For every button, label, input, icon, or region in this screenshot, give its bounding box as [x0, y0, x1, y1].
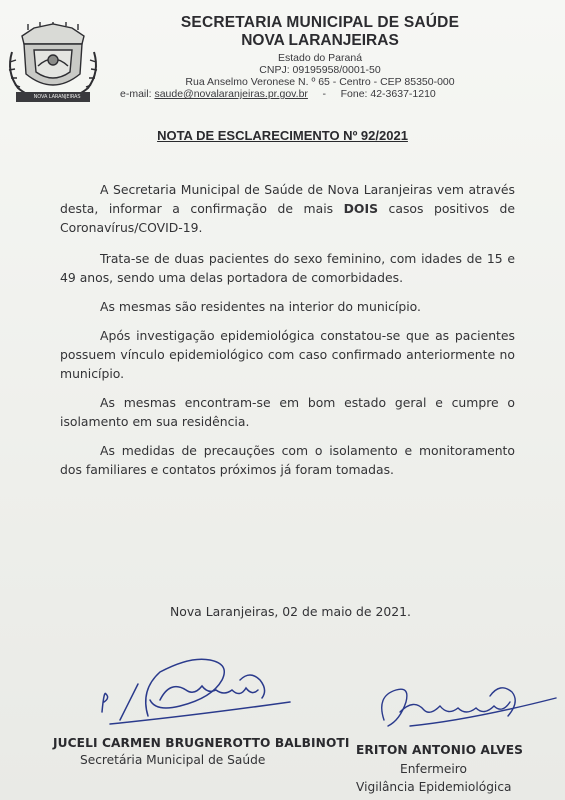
crest-banner-text: NOVA LARANJEIRAS	[33, 94, 81, 100]
signer-left-name: JUCELI CARMEN BRUGNEROTTO BALBINOTI	[53, 736, 350, 750]
paragraph-1-bold: DOIS	[343, 201, 378, 216]
letterhead-state: Estado do Paraná	[277, 52, 363, 64]
letterhead-city: NOVA LARANJEIRAS	[241, 32, 399, 49]
date-line: Nova Laranjeiras, 02 de maio de 2021.	[170, 604, 411, 619]
paragraph-2: Trata-se de duas pacientes do sexo feminino, com idades de 15 e 49 anos, sendo uma delas portadora de comorbidades.	[60, 251, 515, 285]
paragraph-5: As mesmas encontram-se em bom estado geral e cumpre o isolamento em sua residência.	[60, 395, 515, 429]
signer-left-role: Secretária Municipal de Saúde	[80, 753, 266, 767]
paragraph-1	[60, 180, 515, 237]
signer-right-department: Vigilância Epidemiológica	[356, 780, 512, 794]
letterhead-org: SECRETARIA MUNICIPAL DE SAÚDE	[180, 14, 460, 31]
note-title: NOTA DE ESCLARECIMENTO Nº 92/2021	[157, 128, 408, 143]
note-body	[60, 180, 515, 489]
paragraph-1-end: casos positivos de Coronavírus/COVID-19.	[60, 201, 516, 235]
signature-right-icon	[370, 676, 560, 738]
signer-right-name: ERITON ANTONIO ALVES	[356, 743, 524, 757]
signature-left-icon	[90, 650, 305, 730]
letterhead-address: Rua Anselmo Veronese N. º 65 - Centro - CEP 85350-000	[185, 76, 455, 88]
phone-number: Fone: 42-3637-1210	[340, 88, 436, 100]
email-label: e-mail:	[120, 88, 152, 100]
email-link[interactable]: saude@novalaranjeiras.pr.gov.br	[154, 88, 308, 100]
paragraph-4: Após investigação epidemiológica constatou-se que as pacientes possuem vínculo epidemiológico com caso confirmado anteriormente no município.	[60, 328, 515, 381]
paragraph-1-start: A Secretaria Municipal de Saúde de Nova Laranjeiras vem através desta, informar a confirmação de mais	[60, 182, 515, 216]
letterhead-cnpj: CNPJ: 09195958/0001-50	[259, 64, 381, 76]
paragraph-3: As mesmas são residentes na interior do município.	[100, 299, 421, 314]
letterhead-contact	[120, 88, 520, 100]
signer-right-role: Enfermeiro	[400, 762, 467, 776]
contact-separator: -	[322, 88, 327, 100]
paragraph-6: As medidas de precauções com o isolamento e monitoramento dos familiares e contatos próximos já foram tomadas.	[60, 443, 515, 477]
